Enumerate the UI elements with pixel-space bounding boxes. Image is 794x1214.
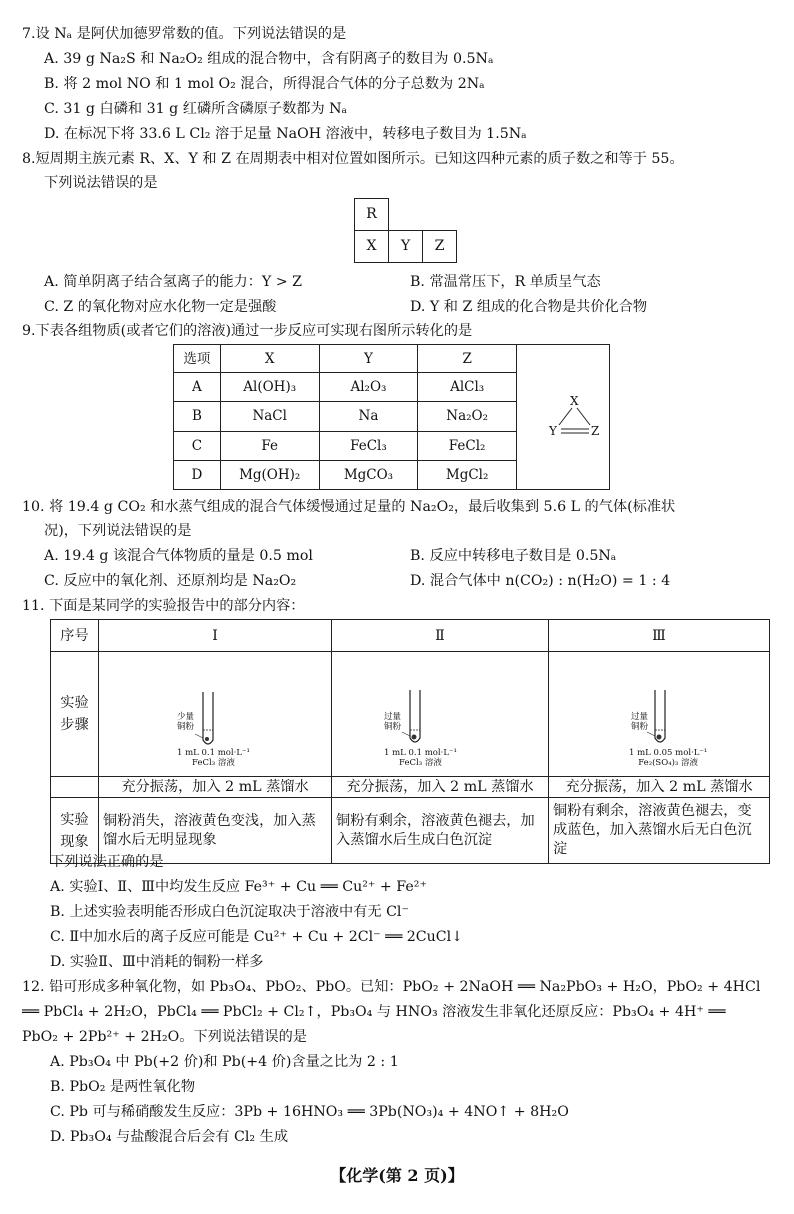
q11-action: 充分振荡，加入 2 mL 蒸馏水 xyxy=(99,777,332,798)
cell-r: R xyxy=(354,198,389,231)
q11-col-header: Ⅱ xyxy=(332,620,549,652)
q9-cell: NaCl xyxy=(220,402,319,431)
q11-sub-stem: 下列说法正确的是 xyxy=(50,854,164,870)
triangle-arrows-icon xyxy=(517,358,609,476)
q12-option-c: C. Pb 可与稀硝酸发生反应：3Pb + 16HNO₃ ══ 3Pb(NO₃)₄ + 4NO↑ + 8H₂O xyxy=(50,1104,569,1120)
q9-stem: 9.下表各组物质(或者它们的溶液)通过一步反应可实现右图所示转化的是 xyxy=(22,323,473,339)
q9-header: Y xyxy=(319,345,418,373)
q7-option-b: B. 将 2 mol NO 和 1 mol O₂ 混合，所得混合气体的分子总数为 2Nₐ xyxy=(44,76,485,92)
q9-table xyxy=(173,344,610,490)
q12-option-b: B. PbO₂ 是两性氧化物 xyxy=(50,1079,196,1095)
q11-action: 充分振荡，加入 2 mL 蒸馏水 xyxy=(332,777,549,798)
q9-cell: Al₂O₃ xyxy=(319,373,418,402)
powder-label: 过量 铜粉 xyxy=(384,712,402,732)
q9-cell: Al(OH)₃ xyxy=(220,373,319,402)
q11-option-a: A. 实验Ⅰ、Ⅱ、Ⅲ中均发生反应 Fe³⁺ + Cu ══ Cu²⁺ + Fe²⁺ xyxy=(50,879,427,895)
q8-option-d: D. Y 和 Z 组成的化合物是共价化合物 xyxy=(410,299,648,315)
q8-option-c: C. Z 的氧化物对应水化物一定是强酸 xyxy=(44,299,277,315)
q10-stem-line2: 况)，下列说法错误的是 xyxy=(44,523,192,539)
q11-observation: 铜粉消失，溶液黄色变浅，加入蒸馏水后无明显现象 xyxy=(99,798,332,864)
q11-table xyxy=(50,619,770,864)
q12-line1: 12. 铅可形成多种氧化物，如 Pb₃O₄、PbO₂、PbO。已知：PbO₂ + 2NaOH ══ Na₂PbO₃ + H₂O，PbO₂ + 4HCl xyxy=(22,979,761,995)
q12-option-d: D. Pb₃O₄ 与盐酸混合后会有 Cl₂ 生成 xyxy=(50,1129,289,1145)
q9-row-option: A xyxy=(174,373,221,402)
q11-observation: 铜粉有剩余，溶液黄色褪去，加入蒸馏水后生成白色沉淀 xyxy=(332,798,549,864)
q8-stem-line1: 8.短周期主族元素 R、X、Y 和 Z 在周期表中相对位置如图所示。已知这四种元素的质子数之和等于 55。 xyxy=(22,151,684,167)
cell-z: Z xyxy=(422,230,457,263)
q11-row-obs-label: 实验 现象 xyxy=(51,798,99,864)
q12-option-a: A. Pb₃O₄ 中 Pb(+2 价)和 Pb(+4 价)含量之比为 2 : 1 xyxy=(50,1054,399,1070)
q11-option-b: B. 上述实验表明能否形成白色沉淀取决于溶液中有无 Cl⁻ xyxy=(50,904,409,920)
q11-option-d: D. 实验Ⅱ、Ⅲ中消耗的铜粉一样多 xyxy=(50,954,264,970)
q11-step-cell xyxy=(99,652,332,777)
q9-header: Z xyxy=(418,345,517,373)
q11-row-step-label: 实验 步骤 xyxy=(51,652,99,777)
q11-observation: 铜粉有剩余，溶液黄色褪去，变成蓝色，加入蒸馏水后无白色沉淀 xyxy=(549,798,770,864)
q11-col0-header: 序号 xyxy=(51,620,99,652)
q9-row-option: B xyxy=(174,402,221,431)
q12-line3: PbO₂ + 2Pb²⁺ + 2H₂O。下列说法错误的是 xyxy=(22,1029,307,1045)
diagram-x: X xyxy=(569,394,579,408)
q9-cell: Fe xyxy=(220,431,319,460)
q8-stem-line2: 下列说法错误的是 xyxy=(44,175,158,191)
q9-row-option: D xyxy=(174,460,221,489)
q9-cell: FeCl₂ xyxy=(418,431,517,460)
solution-label: 1 mL 0.1 mol·L⁻¹ FeCl₃ 溶液 xyxy=(384,748,457,768)
q11-step-cell xyxy=(332,652,549,777)
q11-stem: 11. 下面是某同学的实验报告中的部分内容： xyxy=(22,598,305,614)
q11-step-cell xyxy=(549,652,770,777)
q12-line2: ══ PbCl₄ + 2H₂O，PbCl₄ ══ PbCl₂ + Cl₂↑，Pb₃O₄ 与 HNO₃ 溶液发生非氧化还原反应：Pb₃O₄ + 4H⁺ ══ xyxy=(22,1004,726,1020)
q9-cell: Na₂O₂ xyxy=(418,402,517,431)
q8-option-b: B. 常温常压下，R 单质呈气态 xyxy=(410,274,601,290)
cell-y: Y xyxy=(388,230,423,263)
solution-label: 1 mL 0.05 mol·L⁻¹ Fe₂(SO₄)₃ 溶液 xyxy=(629,748,708,768)
q9-header: 选项 xyxy=(174,345,221,373)
q8-option-a: A. 简单阴离子结合氢离子的能力：Y > Z xyxy=(44,274,303,290)
q11-col-header: Ⅰ xyxy=(99,620,332,652)
powder-label: 过量 铜粉 xyxy=(631,712,649,732)
q10-option-c: C. 反应中的氧化剂、还原剂均是 Na₂O₂ xyxy=(44,573,297,589)
cell-x: X xyxy=(354,230,389,263)
q10-stem-line1: 10. 将 19.4 g CO₂ 和水蒸气组成的混合气体缓慢通过足量的 Na₂O₂，最后收集到 5.6 L 的气体(标准状 xyxy=(22,499,676,515)
powder-label: 少量 铜粉 xyxy=(177,712,195,732)
q11-action: 充分振荡，加入 2 mL 蒸馏水 xyxy=(549,777,770,798)
q9-cell: Mg(OH)₂ xyxy=(220,460,319,489)
q7-option-d: D. 在标况下将 33.6 L Cl₂ 溶于足量 NaOH 溶液中，转移电子数目为 1.5Nₐ xyxy=(44,126,527,142)
diagram-y: Y xyxy=(548,424,557,438)
q9-diagram-cell xyxy=(516,345,609,490)
q9-cell: MgCl₂ xyxy=(418,460,517,489)
periodic-grid xyxy=(354,198,456,262)
q11-option-c: C. Ⅱ中加水后的离子反应可能是 Cu²⁺ + Cu + 2Cl⁻ ══ 2CuCl↓ xyxy=(50,929,464,945)
q9-row-option: C xyxy=(174,431,221,460)
q9-cell: AlCl₃ xyxy=(418,373,517,402)
q10-option-a: A. 19.4 g 该混合气体物质的量是 0.5 mol xyxy=(44,548,313,564)
q9-cell: MgCO₃ xyxy=(319,460,418,489)
solution-label: 1 mL 0.1 mol·L⁻¹ FeCl₃ 溶液 xyxy=(177,748,250,768)
page-footer: 【化学(第 2 页)】 xyxy=(330,1166,464,1185)
q10-option-b: B. 反应中转移电子数目是 0.5Nₐ xyxy=(410,548,617,564)
q10-option-d: D. 混合气体中 n(CO₂) : n(H₂O) = 1 : 4 xyxy=(410,573,671,589)
q7-option-a: A. 39 g Na₂S 和 Na₂O₂ 组成的混合物中，含有阴离子的数目为 0.5Nₐ xyxy=(44,51,494,67)
q11-col-header: Ⅲ xyxy=(549,620,770,652)
q9-cell: FeCl₃ xyxy=(319,431,418,460)
q7-stem: 7.设 Nₐ 是阿伏加德罗常数的值。下列说法错误的是 xyxy=(22,26,347,42)
q7-option-c: C. 31 g 白磷和 31 g 红磷所含磷原子数都为 Nₐ xyxy=(44,101,348,117)
triangle-diagram xyxy=(517,358,609,476)
diagram-z: Z xyxy=(590,424,600,438)
q9-cell: Na xyxy=(319,402,418,431)
q9-header: X xyxy=(220,345,319,373)
